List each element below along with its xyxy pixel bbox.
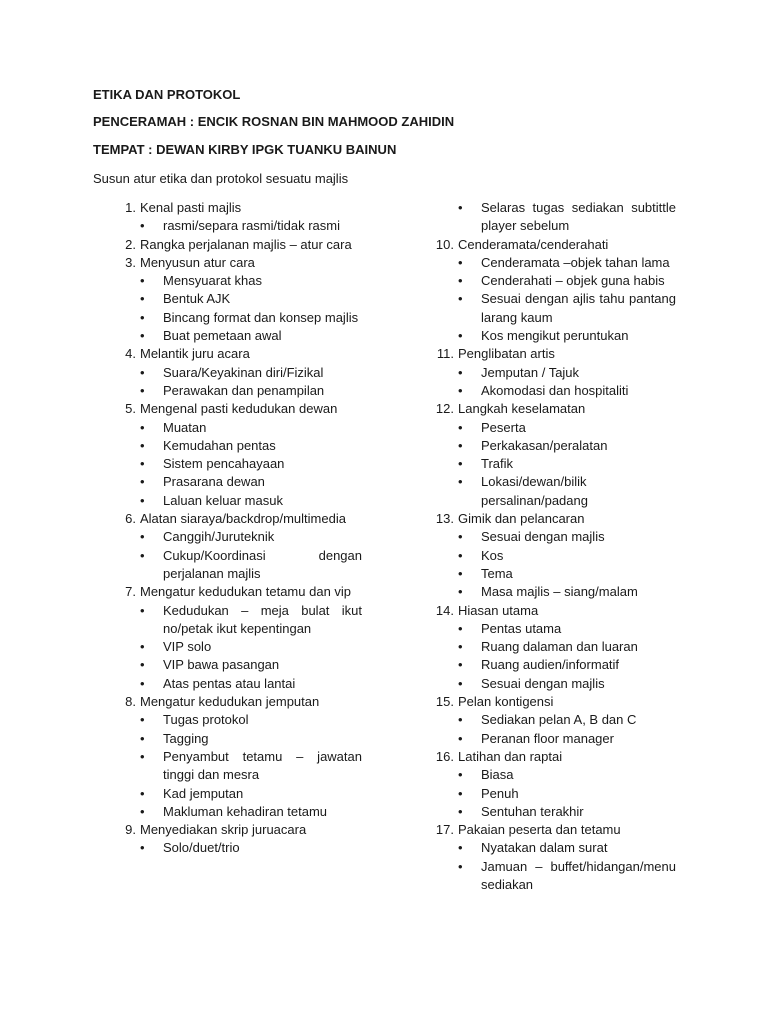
bullet-icon: • <box>458 657 463 673</box>
sub-list-item <box>430 290 676 327</box>
bullet-icon: • <box>458 730 463 746</box>
list-item <box>430 748 676 766</box>
sub-list-item <box>112 309 362 327</box>
item-title: Hiasan utama <box>458 602 539 618</box>
sub-list-item <box>430 419 676 437</box>
sub-list <box>430 254 676 345</box>
sub-list <box>112 364 362 401</box>
sub-list <box>430 528 676 601</box>
sub-list <box>430 711 676 748</box>
item-title: Gimik dan pelancaran <box>458 511 585 527</box>
bullet-icon: • <box>140 840 145 856</box>
bullet-text: Bincang format dan konsep majlis <box>163 309 359 325</box>
bullet-text: Cenderahati – objek guna habis <box>481 273 665 289</box>
bullet-icon: • <box>458 584 463 600</box>
list-item <box>430 602 676 620</box>
bullet-text: Laluan keluar masuk <box>163 492 283 508</box>
bullet-text: Buat pemetaan awal <box>163 328 282 344</box>
sub-list <box>112 839 362 857</box>
item-number: 9. <box>125 822 136 838</box>
sub-list-item <box>112 272 362 290</box>
bullet-icon: • <box>140 529 145 545</box>
sub-list-item <box>112 492 362 510</box>
sub-list-item <box>430 730 676 748</box>
bullet-icon: • <box>458 858 463 874</box>
item-title: Penglibatan artis <box>458 346 555 362</box>
sub-list <box>430 419 676 510</box>
bullet-icon: • <box>458 547 463 563</box>
item-title: Latihan dan raptai <box>458 748 563 764</box>
bullet-icon: • <box>140 785 145 801</box>
speaker-heading: PENCERAMAH : ENCIK ROSNAN BIN MAHMOOD ZAHIDIN <box>93 114 455 129</box>
bullet-text: VIP solo <box>163 639 212 655</box>
bullet-text: VIP bawa pasangan <box>163 657 280 673</box>
item-number: 17. <box>435 822 454 838</box>
item-title: Langkah keselamatan <box>458 401 586 417</box>
bullet-text: Makluman kehadiran tetamu <box>163 803 328 819</box>
item-number: 6. <box>125 511 136 527</box>
bullet-icon: • <box>140 218 145 234</box>
bullet-text: Kos mengikut peruntukan <box>481 328 629 344</box>
sub-list-item <box>112 217 362 235</box>
bullet-icon: • <box>458 840 463 856</box>
bullet-text: Tema <box>481 565 513 581</box>
bullet-icon: • <box>458 803 463 819</box>
sub-list-item <box>112 748 362 785</box>
item-number: 10. <box>435 236 454 252</box>
bullet-text: Mensyuarat khas <box>163 273 262 289</box>
sub-list-item <box>430 656 676 674</box>
sub-list <box>112 528 362 583</box>
bullet-text: Tagging <box>163 730 209 746</box>
bullet-text: Prasarana dewan <box>163 474 265 490</box>
sub-list-item <box>430 620 676 638</box>
bullet-text: Trafik <box>481 456 514 472</box>
bullet-text: rasmi/separa rasmi/tidak rasmi <box>163 218 340 234</box>
bullet-text: Muatan <box>163 419 207 435</box>
bullet-text: Kedudukan – meja bulat ikut no/petak ikut kepentingan <box>163 602 362 636</box>
list-item <box>430 693 676 711</box>
bullet-text: Biasa <box>481 767 514 783</box>
bullet-icon: • <box>140 382 145 398</box>
list-item <box>112 510 362 528</box>
item-title: Mengatur kedudukan jemputan <box>140 694 320 710</box>
item-title: Pakaian peserta dan tetamu <box>458 822 621 838</box>
bullet-icon: • <box>140 474 145 490</box>
sub-list <box>430 364 676 401</box>
numbered-list-right <box>430 199 676 894</box>
sub-list-item <box>430 455 676 473</box>
bullet-icon: • <box>140 309 145 325</box>
sub-list-item <box>430 711 676 729</box>
item-title: Menyusun atur cara <box>140 254 255 270</box>
bullet-icon: • <box>140 602 145 618</box>
sub-list-item <box>112 364 362 382</box>
sub-list-item <box>430 199 676 236</box>
item-number: 16. <box>435 748 454 764</box>
list-item <box>112 199 362 217</box>
bullet-icon: • <box>458 382 463 398</box>
item-title: Cenderamata/cenderahati <box>458 236 609 252</box>
bullet-icon: • <box>140 273 145 289</box>
bullet-icon: • <box>458 565 463 581</box>
item-number: 15. <box>435 694 454 710</box>
bullet-text: Ruang audien/informatif <box>481 657 620 673</box>
sub-list-item <box>112 656 362 674</box>
bullet-icon: • <box>140 437 145 453</box>
bullet-icon: • <box>458 639 463 655</box>
sub-list-item <box>430 528 676 546</box>
bullet-icon: • <box>458 291 463 307</box>
list-item <box>112 693 362 711</box>
bullet-icon: • <box>458 620 463 636</box>
sub-list-item <box>112 839 362 857</box>
item-title: Mengatur kedudukan tetamu dan vip <box>140 584 352 600</box>
item-title: Rangka perjalanan majlis – atur cara <box>140 236 352 252</box>
bullet-icon: • <box>458 712 463 728</box>
bullet-text: Pentas utama <box>481 620 562 636</box>
sub-list-item <box>112 785 362 803</box>
sub-list-item <box>430 437 676 455</box>
bullet-text: Jemputan / Tajuk <box>481 364 580 380</box>
sub-list-item <box>430 839 676 857</box>
bullet-text: Penyambut tetamu – jawatan tinggi dan mesra <box>163 748 362 783</box>
bullet-icon: • <box>458 364 463 380</box>
bullet-text: Akomodasi dan hospitaliti <box>481 382 629 398</box>
bullet-text: Solo/duet/trio <box>163 840 240 856</box>
item-number: 2. <box>125 236 136 252</box>
sub-list-item <box>430 638 676 656</box>
bullet-icon: • <box>140 730 145 746</box>
bullet-text: Sediakan pelan A, B dan C <box>481 712 637 728</box>
item-number: 13. <box>435 511 454 527</box>
sub-list-item <box>112 602 362 639</box>
bullet-icon: • <box>140 748 145 764</box>
sub-list-item <box>430 272 676 290</box>
venue-heading: TEMPAT : DEWAN KIRBY IPGK TUANKU BAINUN <box>93 142 397 157</box>
bullet-icon: • <box>458 437 463 453</box>
bullet-icon: • <box>458 328 463 344</box>
bullet-icon: • <box>458 254 463 270</box>
bullet-icon: • <box>140 657 145 673</box>
bullet-text: Masa majlis – siang/malam <box>481 584 638 600</box>
item-number: 4. <box>125 346 136 362</box>
bullet-text: Perkakasan/peralatan <box>481 437 608 453</box>
bullet-text: Cukup/Koordinasi dengan perjalanan majlis <box>163 547 362 581</box>
sub-list <box>430 839 676 894</box>
bullet-icon: • <box>458 474 463 490</box>
bullet-text: Kos <box>481 547 504 563</box>
bullet-text: Penuh <box>481 785 519 801</box>
bullet-text: Jamuan – buffet/hidangan/menu sediakan <box>481 858 676 892</box>
bullet-text: Kad jemputan <box>163 785 244 801</box>
bullet-text: Peserta <box>481 419 526 435</box>
intro-text: Susun atur etika dan protokol sesuatu majlis <box>93 171 349 186</box>
list-item <box>430 821 676 839</box>
list-item <box>112 583 362 601</box>
sub-list-item <box>112 711 362 729</box>
bullet-icon: • <box>458 767 463 783</box>
bullet-text: Kemudahan pentas <box>163 437 276 453</box>
bullet-icon: • <box>458 200 463 215</box>
sub-list-item <box>430 473 676 510</box>
bullet-icon: • <box>140 291 145 307</box>
bullet-text: Atas pentas atau lantai <box>163 675 296 691</box>
sub-list-item <box>112 730 362 748</box>
sub-list-item <box>112 675 362 693</box>
item-number: 14. <box>435 602 454 618</box>
item-number: 7. <box>125 584 136 600</box>
bullet-text: Bentuk AJK <box>163 291 231 307</box>
bullet-icon: • <box>140 364 145 380</box>
sub-list-item <box>430 766 676 784</box>
sub-list-item <box>112 473 362 491</box>
sub-list-item <box>430 803 676 821</box>
sub-list <box>112 711 362 821</box>
bullet-text: Tugas protokol <box>163 712 249 728</box>
bullet-icon: • <box>458 675 463 691</box>
bullet-icon: • <box>458 456 463 472</box>
bullet-text: Ruang dalaman dan luaran <box>481 639 638 655</box>
bullet-text: Perawakan dan penampilan <box>163 382 325 398</box>
sub-list <box>112 419 362 510</box>
document-title: ETIKA DAN PROTOKOL <box>93 87 241 102</box>
bullet-icon: • <box>140 328 145 344</box>
sub-list-item <box>430 364 676 382</box>
bullet-text: Peranan floor manager <box>481 730 614 746</box>
bullet-icon: • <box>458 273 463 289</box>
item-number: 11. <box>436 346 454 362</box>
sub-list-item <box>112 437 362 455</box>
list-item <box>430 345 676 363</box>
sub-list-item <box>112 455 362 473</box>
bullet-text: Suara/Keyakinan diri/Fizikal <box>163 364 324 380</box>
list-item <box>112 400 362 418</box>
continued-sub-list <box>430 199 676 236</box>
bullet-icon: • <box>458 419 463 435</box>
sub-list-item <box>430 382 676 400</box>
sub-list <box>430 766 676 821</box>
item-title: Menyediakan skrip juruacara <box>140 822 307 838</box>
bullet-text: Canggih/Juruteknik <box>163 529 275 545</box>
bullet-icon: • <box>140 419 145 435</box>
bullet-icon: • <box>458 785 463 801</box>
sub-list-item <box>430 254 676 272</box>
sub-list-item <box>430 327 676 345</box>
item-title: Alatan siaraya/backdrop/multimedia <box>140 511 346 527</box>
bullet-icon: • <box>140 492 145 508</box>
sub-list-item <box>112 290 362 308</box>
sub-list <box>112 217 362 235</box>
sub-list-item <box>112 382 362 400</box>
list-item <box>430 510 676 528</box>
list-item <box>112 254 362 272</box>
list-item <box>430 400 676 418</box>
sub-list <box>112 602 362 693</box>
bullet-icon: • <box>140 639 145 655</box>
bullet-icon: • <box>140 675 145 691</box>
item-number: 3. <box>125 254 136 270</box>
list-item <box>112 236 362 254</box>
item-number: 5. <box>125 401 136 417</box>
bullet-text: Sistem pencahayaan <box>163 456 285 472</box>
sub-list-item <box>112 547 362 584</box>
bullet-text: Lokasi/dewan/bilik persalinan/padang <box>481 474 588 508</box>
bullet-icon: • <box>140 712 145 728</box>
item-title: Melantik juru acara <box>140 346 250 362</box>
bullet-icon: • <box>140 456 145 472</box>
list-item <box>430 236 676 254</box>
sub-list <box>430 620 676 693</box>
item-title: Kenal pasti majlis <box>140 200 242 215</box>
bullet-text: Sesuai dengan ajlis tahu pantang larang kaum <box>481 291 676 325</box>
bullet-text: Cenderamata –objek tahan lama <box>481 254 670 270</box>
bullet-text: Sentuhan terakhir <box>481 803 584 819</box>
bullet-icon: • <box>140 547 145 563</box>
bullet-icon: • <box>140 803 145 819</box>
sub-list-item <box>112 638 362 656</box>
sub-list-item <box>430 565 676 583</box>
sub-list-item <box>112 528 362 546</box>
sub-list-item <box>430 858 676 895</box>
bullet-text: Sesuai dengan majlis <box>481 675 605 691</box>
sub-list-item <box>430 583 676 601</box>
bullet-text: Nyatakan dalam surat <box>481 840 608 856</box>
item-title: Mengenal pasti kedudukan dewan <box>140 401 338 417</box>
numbered-list-left <box>112 199 362 858</box>
bullet-icon: • <box>458 529 463 545</box>
list-item <box>112 345 362 363</box>
item-number: 8. <box>125 694 136 710</box>
bullet-text: Sesuai dengan majlis <box>481 529 605 545</box>
sub-list-item <box>430 547 676 565</box>
sub-list-item <box>112 327 362 345</box>
list-item <box>112 821 362 839</box>
sub-list-item <box>112 419 362 437</box>
sub-list-item <box>112 803 362 821</box>
sub-list <box>112 272 362 345</box>
item-title: Pelan kontigensi <box>458 694 554 710</box>
sub-list-item <box>430 785 676 803</box>
bullet-text: Selaras tugas sediakan subtittle player sebelum <box>481 200 676 234</box>
item-number: 1. <box>125 200 136 215</box>
item-number: 12. <box>435 401 454 417</box>
sub-list-item <box>430 675 676 693</box>
